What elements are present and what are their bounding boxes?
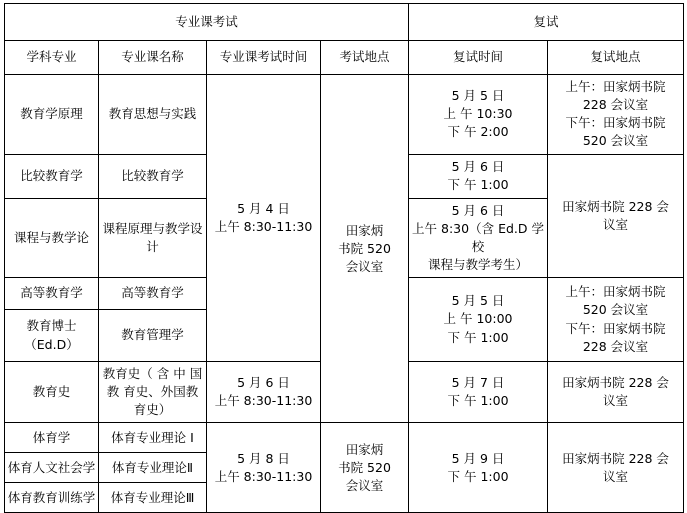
column-header-major: 学科专业	[5, 41, 99, 75]
retest-time-line: 5 月 6 日	[451, 158, 505, 174]
cell-major: 比较教育学	[5, 154, 99, 198]
cell-course: 教育管理学	[99, 310, 207, 362]
cell-exam-time-block-1	[207, 75, 321, 362]
cell-course: 体育专业理论Ⅱ	[99, 453, 207, 483]
cell-retest-time	[409, 278, 548, 362]
table-row	[5, 423, 684, 453]
column-header-retest-time: 复试时间	[409, 41, 548, 75]
exam-place-line: 田家炳	[345, 441, 384, 457]
retest-place-line: 上午：田家炳书院	[565, 284, 666, 300]
retest-time-line: 5 月 6 日	[451, 202, 505, 218]
cell-major: 课程与教学论	[5, 198, 99, 278]
table-row	[5, 75, 684, 155]
retest-time-line: 5 月 7 日	[451, 375, 505, 391]
cell-retest-time	[409, 75, 548, 155]
retest-time-line: 上 午 10:00	[443, 311, 513, 327]
cell-retest-place	[548, 362, 684, 423]
retest-time-line: 下 午 1:00	[447, 177, 509, 192]
cell-course: 体育专业理论 I	[99, 423, 207, 453]
retest-place-line: 田家炳书院 228 会	[562, 450, 669, 466]
retest-place-line: 上午：田家炳书院	[565, 79, 666, 94]
cell-course: 教育史（ 含 中 国 教 育史、外国教育史）	[99, 362, 207, 423]
cell-course: 教育思想与实践	[99, 75, 207, 155]
cell-exam-place-block-1	[321, 75, 409, 423]
retest-time-line: 下 午 1:00	[447, 329, 509, 345]
retest-place-line: 228 会议室	[582, 338, 649, 354]
exam-place-line: 会议室	[345, 477, 384, 493]
column-header-course: 专业课名称	[99, 41, 207, 75]
exam-place-line: 会议室	[345, 258, 384, 274]
table-column-header-row	[5, 41, 684, 75]
cell-major: 教育史	[5, 362, 99, 423]
cell-retest-place	[548, 154, 684, 278]
cell-retest-time	[409, 154, 548, 198]
cell-retest-time	[409, 423, 548, 513]
cell-major: 教育博士（Ed.D）	[5, 310, 99, 362]
exam-time-line: 5 月 4 日	[237, 200, 290, 216]
retest-place-line: 下午：田家炳书院	[565, 320, 666, 336]
cell-course: 课程原理与教学设计	[99, 198, 207, 278]
table-group-header-row	[5, 4, 684, 41]
column-header-retest-place: 复试地点	[548, 41, 684, 75]
cell-retest-time	[409, 198, 548, 278]
retest-time-line: 上午 8:30（含 Ed.D 学校	[412, 220, 544, 254]
cell-major: 体育教育训练学	[5, 483, 99, 513]
retest-time-line: 下 午 1:00	[447, 393, 509, 409]
retest-place-line: 田家炳书院 228 会	[562, 198, 669, 214]
column-header-exam-time: 专业课考试时间	[207, 41, 321, 75]
retest-place-line: 520 会议室	[582, 133, 649, 149]
cell-major: 高等教育学	[5, 278, 99, 310]
column-header-exam-place: 考试地点	[321, 41, 409, 75]
cell-major: 教育学原理	[5, 75, 99, 155]
cell-retest-place	[548, 423, 684, 513]
retest-place-line: 下午：田家炳书院	[565, 115, 666, 131]
cell-course: 高等教育学	[99, 278, 207, 310]
cell-course: 体育专业理论Ⅲ	[99, 483, 207, 513]
cell-exam-place-block-2	[321, 423, 409, 513]
cell-course: 比较教育学	[99, 154, 207, 198]
retest-place-line: 田家炳书院 228 会	[562, 375, 669, 391]
cell-retest-place	[548, 75, 684, 155]
cell-exam-time-block-3	[207, 423, 321, 513]
exam-time-line: 上午 8:30-11:30	[214, 393, 313, 409]
retest-time-line: 上 午 10:30	[443, 106, 513, 122]
retest-place-line: 议室	[603, 393, 629, 409]
cell-major: 体育学	[5, 423, 99, 453]
group-header-retest: 复试	[409, 4, 684, 41]
retest-place-line: 议室	[603, 468, 629, 484]
retest-place-line: 228 会议室	[582, 97, 649, 113]
cell-exam-time-block-2	[207, 362, 321, 423]
exam-schedule-table	[4, 3, 684, 513]
retest-time-line: 5 月 9 日	[451, 450, 505, 466]
cell-retest-time	[409, 362, 548, 423]
cell-retest-place	[548, 278, 684, 362]
retest-time-line: 5 月 5 日	[451, 293, 505, 309]
retest-place-line: 520 会议室	[582, 302, 649, 318]
retest-time-line: 下 午 2:00	[447, 124, 509, 140]
exam-time-line: 5 月 6 日	[237, 375, 290, 391]
retest-time-line: 5 月 5 日	[451, 88, 505, 104]
group-header-exam: 专业课考试	[5, 4, 409, 41]
retest-place-line: 议室	[603, 216, 629, 232]
retest-time-line: 课程与教学考生）	[428, 256, 529, 272]
exam-place-line: 书院 520	[338, 459, 391, 475]
exam-time-line: 5 月 8 日	[237, 450, 290, 466]
retest-time-line: 下 午 1:00	[447, 468, 509, 484]
cell-major: 体育人文社会学	[5, 453, 99, 483]
exam-place-line: 书院 520	[338, 240, 391, 256]
exam-time-line: 上午 8:30-11:30	[214, 219, 313, 234]
exam-time-line: 上午 8:30-11:30	[214, 468, 313, 484]
exam-place-line: 田家炳	[345, 222, 384, 238]
